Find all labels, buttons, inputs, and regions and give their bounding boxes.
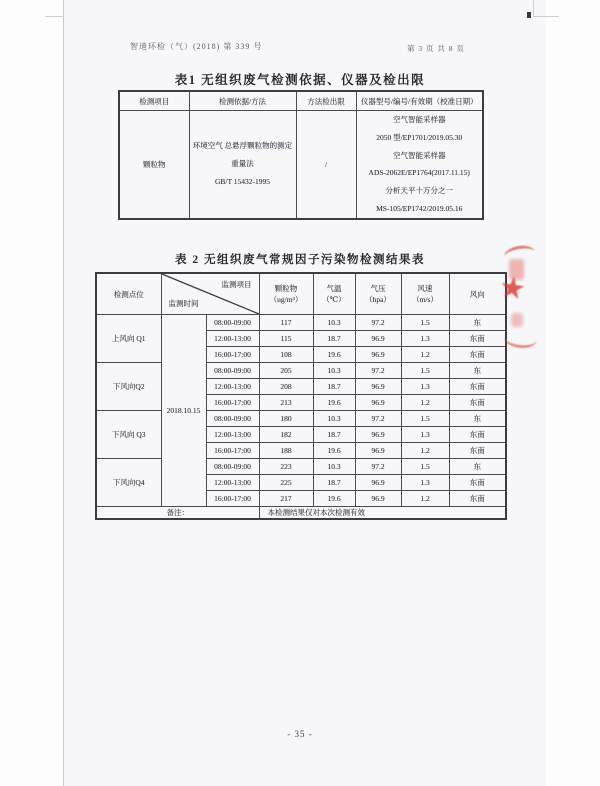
pressure-cell: 96.9 (355, 395, 401, 411)
time-cell: 16:00-17:00 (206, 443, 259, 459)
windspeed-cell: 1.5 (401, 315, 449, 331)
scan-corner-mark (527, 12, 531, 18)
header-line: 颗粒物 (274, 284, 298, 293)
pressure-cell: 97.2 (355, 363, 401, 379)
temp-cell: 10.3 (313, 411, 355, 427)
windspeed-cell: 1.3 (401, 331, 449, 347)
table2 (95, 272, 507, 520)
detection-limit-cell: / (296, 111, 356, 219)
winddir-cell: 东南 (449, 395, 506, 411)
site-cell: 下风向Q4 (96, 459, 161, 507)
scan-edge-line (533, 0, 534, 16)
winddir-cell: 东南 (449, 331, 506, 347)
document-number: 智迪环检（气）(2018) 第 339 号 (130, 42, 263, 51)
time-cell: 12:00-13:00 (206, 379, 259, 395)
table2-header-dust (259, 273, 313, 315)
header-line: 气温 (326, 284, 342, 293)
remarks-value-cell: 本检测结果仅对本次检测有效 (259, 507, 506, 520)
windspeed-cell: 1.5 (401, 363, 449, 379)
windspeed-cell: 1.2 (401, 491, 449, 507)
method-line: 环境空气 总悬浮颗粒物的测定 (192, 141, 293, 151)
time-cell: 12:00-13:00 (206, 427, 259, 443)
windspeed-cell: 1.2 (401, 395, 449, 411)
pressure-cell: 97.2 (355, 459, 401, 475)
instrument-line: 分析天平十万分之一 (385, 186, 453, 196)
pressure-cell: 96.9 (355, 443, 401, 459)
corner-label-project: 监测项目 (221, 280, 252, 289)
dust-cell: 117 (259, 315, 313, 331)
pressure-cell: 96.9 (355, 427, 401, 443)
red-stamp-star-icon: ★ (496, 270, 529, 307)
time-cell: 12:00-13:00 (206, 331, 259, 347)
dust-cell: 213 (259, 395, 313, 411)
table1-header-method: 检测依据/方法 (189, 91, 296, 111)
monitor-date-cell: 2018.10.15 (161, 315, 206, 507)
winddir-cell: 东 (449, 315, 506, 331)
item-cell: 颗粒物 (119, 111, 189, 219)
table2-header-site: 检测点位 (96, 273, 161, 315)
time-cell: 16:00-17:00 (206, 347, 259, 363)
method-cell (189, 111, 296, 219)
table1-header-row (119, 91, 483, 111)
winddir-cell: 东 (449, 363, 506, 379)
instrument-line: 空气智能采样器 (393, 150, 446, 160)
table1-data-row (119, 111, 483, 219)
temp-cell: 19.6 (313, 395, 355, 411)
table2-row (96, 411, 506, 427)
instrument-cell (356, 111, 483, 219)
windspeed-cell: 1.5 (401, 411, 449, 427)
temp-cell: 18.7 (313, 475, 355, 491)
scan-edge-line (45, 16, 64, 17)
page-number: - 35 - (287, 729, 313, 739)
dust-cell: 205 (259, 363, 313, 379)
winddir-cell: 东南 (449, 347, 506, 363)
windspeed-cell: 1.3 (401, 475, 449, 491)
table1-header-item: 检测项目 (119, 91, 189, 111)
dust-cell: 108 (259, 347, 313, 363)
pressure-cell: 97.2 (355, 411, 401, 427)
temp-cell: 10.3 (313, 459, 355, 475)
scan-edge-line (533, 16, 559, 17)
table1-title: 表1 无组织废气检测依据、仪器及检出限 (174, 73, 426, 87)
dust-cell: 180 (259, 411, 313, 427)
table2-header-row (96, 273, 506, 315)
temp-cell: 18.7 (313, 379, 355, 395)
time-cell: 16:00-17:00 (206, 395, 259, 411)
windspeed-cell: 1.3 (401, 379, 449, 395)
header-unit: （m/s） (412, 295, 438, 304)
header-line: 风速 (417, 284, 433, 293)
pressure-cell: 97.2 (355, 315, 401, 331)
site-cell: 下风向 Q3 (96, 411, 161, 459)
pressure-cell: 96.9 (355, 491, 401, 507)
instrument-line: ADS-2062E/EP1764(2017.11.15) (368, 168, 470, 178)
method-line: GB/T 15432-1995 (214, 177, 271, 187)
pressure-cell: 96.9 (355, 331, 401, 347)
method-line: 重量法 (231, 159, 254, 169)
table2-diagonal-header (161, 273, 259, 315)
temp-cell: 10.3 (313, 315, 355, 331)
table2-title: 表 2 无组织废气常规因子污染物检测结果表 (175, 254, 425, 266)
table1 (118, 90, 484, 220)
table2-row (96, 315, 506, 331)
table2-row (96, 363, 506, 379)
dust-cell: 223 (259, 459, 313, 475)
winddir-cell: 东南 (449, 475, 506, 491)
temp-cell: 19.6 (313, 347, 355, 363)
instrument-line: 2050 型/EP1701/2019.05.30 (376, 132, 463, 142)
winddir-cell: 东南 (449, 379, 506, 395)
table2-header-windspeed (401, 273, 449, 315)
winddir-cell: 东南 (449, 491, 506, 507)
temp-cell: 18.7 (313, 427, 355, 443)
header-unit: （℃） (322, 295, 346, 304)
pressure-cell: 96.9 (355, 475, 401, 491)
windspeed-cell: 1.3 (401, 427, 449, 443)
site-cell: 上风向 Q1 (96, 315, 161, 363)
temp-cell: 19.6 (313, 491, 355, 507)
page-indicator: 第 3 页 共 8 页 (407, 44, 465, 53)
table2-row (96, 459, 506, 475)
remarks-row (96, 507, 506, 520)
dust-cell: 208 (259, 379, 313, 395)
temp-cell: 10.3 (313, 363, 355, 379)
table2-header-pressure (355, 273, 401, 315)
temp-cell: 19.6 (313, 443, 355, 459)
winddir-cell: 东南 (449, 427, 506, 443)
time-cell: 08:00-09:00 (206, 459, 259, 475)
header-line: 气压 (370, 284, 386, 293)
corner-label-time: 监测时间 (168, 299, 199, 308)
time-cell: 12:00-13:00 (206, 475, 259, 491)
instrument-line: MS-105/EP1742/2019.05.16 (376, 203, 463, 213)
site-cell: 下风向Q2 (96, 363, 161, 411)
windspeed-cell: 1.2 (401, 443, 449, 459)
windspeed-cell: 1.5 (401, 459, 449, 475)
table2-header-winddir: 风向 (449, 273, 506, 315)
dust-cell: 182 (259, 427, 313, 443)
pressure-cell: 96.9 (355, 379, 401, 395)
time-cell: 08:00-09:00 (206, 363, 259, 379)
time-cell: 08:00-09:00 (206, 411, 259, 427)
winddir-cell: 东 (449, 411, 506, 427)
winddir-cell: 东 (449, 459, 506, 475)
time-cell: 16:00-17:00 (206, 491, 259, 507)
table2-body (96, 315, 506, 507)
dust-cell: 217 (259, 491, 313, 507)
time-cell: 08:00-09:00 (206, 315, 259, 331)
dust-cell: 225 (259, 475, 313, 491)
table2-header-temp (313, 273, 355, 315)
dust-cell: 115 (259, 331, 313, 347)
table1-header-limit: 方法检出限 (296, 91, 356, 111)
header-unit: （ug/m³） (269, 295, 303, 304)
dust-cell: 188 (259, 443, 313, 459)
windspeed-cell: 1.2 (401, 347, 449, 363)
pressure-cell: 96.9 (355, 347, 401, 363)
winddir-cell: 东南 (449, 443, 506, 459)
remarks-label-cell: 备注： (96, 507, 259, 520)
temp-cell: 18.7 (313, 331, 355, 347)
header-unit: （hpa） (365, 295, 391, 304)
table1-header-instrument: 仪器型号/编号/有效期（校准日期） (356, 91, 483, 111)
instrument-line: 空气智能采样器 (393, 115, 446, 124)
